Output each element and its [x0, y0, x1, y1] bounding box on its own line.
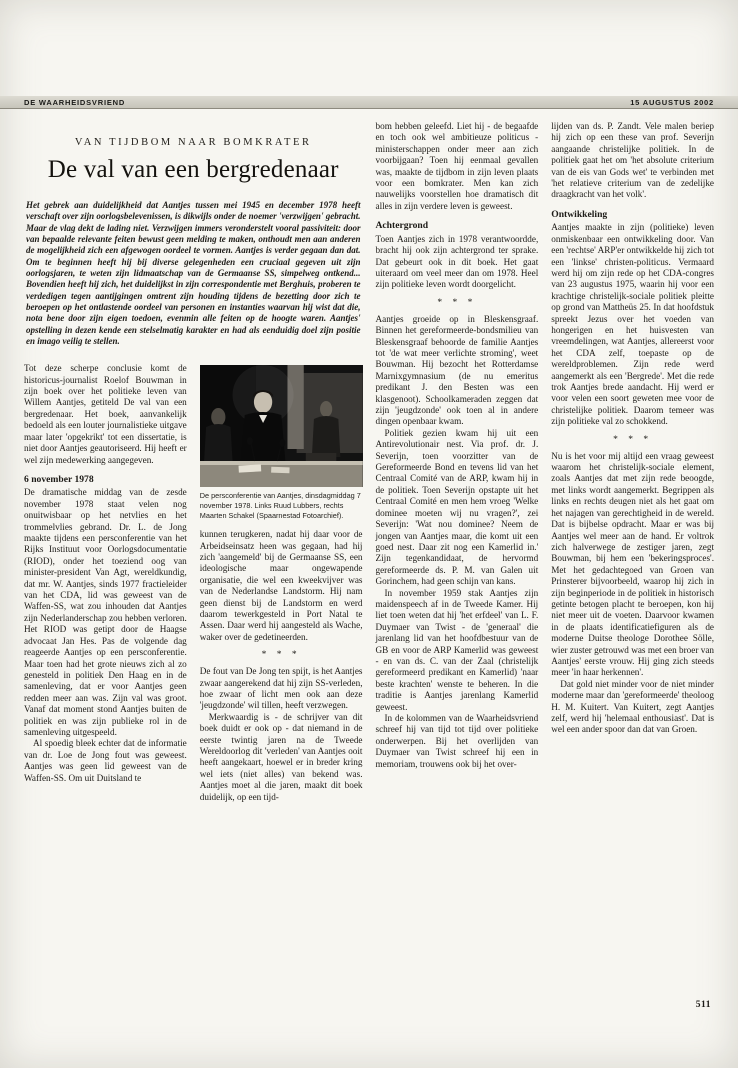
- masthead: [0, 96, 738, 109]
- column-4: [551, 121, 714, 803]
- column-2: [200, 363, 363, 803]
- paragraph: bom hebben geleefd. Liet hij - de begaafde en toch ook wel ambitieuze politicus - ministerschappen onder meer aan zich voorbijgaan? Toen hij eenmaal gevallen was, maakte de tijdbom in zijn leven plaats voor een bomkrater. Men kan zich nauwelijks voorstellen hoe dramatisch dit alles in zijn verdere leven is geweest.: [375, 121, 539, 211]
- column-1: [24, 363, 187, 803]
- star-separator: * * *: [437, 297, 477, 308]
- photo-figure: [200, 365, 363, 520]
- section-heading: 6 november 1978: [24, 473, 94, 485]
- paragraph: lijden van ds. P. Zandt. Vele malen beriep hij zich op een these van prof. Severijn aangaande christelijke politiek. In de politiek gaat het om 'het absolute criterium van de eis van Gods wet' te verbinden met 'het relatieve criterium van de zedelijke draagkracht van het volk'.: [551, 121, 714, 200]
- paragraph: Tot deze scherpe conclusie komt de historicus-journalist Roelof Bouwman in zijn boek over het politieke leven van Willem Aantjes, getiteld De val van een bergredenaar. Het boek, aanvankelijk bedoeld als een louter journalistieke uitgave maar later 'opgekrikt' tot een dissertatie, is niet door Aantjes geautoriseerd. Hij heeft er wel zijn medewerking aangegeven.: [24, 363, 187, 465]
- paragraph: De fout van De Jong ten spijt, is het Aantjes zwaar aangerekend dat hij zijn SS-verleden, hoe zwaar of licht men ook aan deze 'jeugdzonde' wil tillen, heeft verzwegen.: [199, 666, 363, 711]
- article: [24, 121, 714, 803]
- photo-caption: De persconferentie van Aantjes, dinsdagmiddag 7 november 1978. Links Ruud Lubbers, rechts Maarten Schakel (Spaarnestad Fotoarchief).: [199, 491, 361, 520]
- press-conference-photo: [200, 365, 363, 487]
- paragraph: Aantjes groeide op in Bleskensgraaf. Binnen het gereformeerde-bondsmilieu van Bleskensgraaf behoorde de familie Aantjes tot 'de wat meer verlichte stroming', weet Bouwman. Hij bezocht het Rotterdamse Marnixgymnasium (de nu emeritus predikant J. den Besten was een klasgenoot). Schoolkameraden zeggen dat zijn 'jeugdzonde' ook toen al in andere dingen openbaar kwam.: [375, 313, 539, 427]
- star-separator: * * *: [613, 434, 653, 445]
- article-intro: Het gebrek aan duidelijkheid dat Aantjes tussen mei 1945 en december 1978 heeft verschaft over zijn oorlogsbelevenissen, is dikwijls onder de noemer 'verzwijgen' gebracht. Maar de vlag dekt de lading niet. Verzwijgen immers veronderstelt vooral passiviteit: door van bepaalde relevante feiten bewust geen melding te maken, onthoudt men aan anderen de mogelijkheid zich een afgewogen oordeel te vormen. Aantjes is verder gegaan dan dat. Om te beginnen heeft hij bij diverse gelegenheden een cruciaal gegeven uit zijn oorlogsjaren, te weten zijn lidmaatschap van de Germaanse SS, simpelweg ontkend... Bovendien heeft hij zich, het duidelijkst in zijn correspondentie met Berghuis, proberen te verdedigen tegen aantijgingen omtrent zijn houding tijdens de bezetting door zich te beroepen op het ontlastende oordeel van personen en instanties waarvan hij wist dat die, nota bene door zijn eigen toedoen, evenmin alle feiten op de hoogte waren. Aantjes' opstelling in dezen kende een stelselmatig karakter en had als eenduidig doel zijn positie en imago veilig te stellen.: [26, 200, 361, 346]
- article-header: [24, 121, 363, 363]
- paragraph: In november 1959 stak Aantjes zijn maidenspeech af in de Tweede Kamer. Hij liet toen weten dat hij 'het erfdeel' van L. F. Duymaer van Twist - de 'generaal' die jarenlang lid van het hoofdbestuur van de GB en voor de ARP Kamerlid was geweest - en van ds. C. van der Zaal (christelijk gereformeerd predikant en Kamerlid) 'naar beste krachten' wenste te beheren. In die traditie is Aantjes jarenlang Kamerlid geweest.: [375, 587, 539, 712]
- paragraph: De dramatische middag van de zesde november 1978 staat velen nog onuitwisbaar op het netvlies en het trommelvlies gebrand. Dr. L. de Jong maakte tijdens een persconferentie van het Rijks Instituut voor Oorlogsdocumentatie (RIOD), onder het toeziend oog van minister-president Van Agt, wereldkundig, dat mr. W. Aantjes, sinds 1977 fractieleider van het CDA, lid was geweest van de Waffen-SS, wat zou inhouden dat Aantjes zijn Nederlanderschap zou hebben verloren. Het RIOD was getipt door de Haagse advocaat Jan Hes. Pas de volgende dag reageerde Aantjes op een persconferentie. Maar toen had het grote nieuws zich al zo genesteld in politiek Den Haag en in de samenleving, dat er voor Aantjes geen redden meer aan was. Zijn val was groot. Vanaf dat moment stond Aantjes buiten de politiek en was zijn publieke rol in de samenleving uitgespeeld.: [24, 487, 187, 737]
- paragraph: Aantjes maakte in zijn (politieke) leven onmiskenbaar een ontwikkeling door. Van een 'rechtse' ARP'er ontwikkelde hij zich tot een 'linkse' christen-politicus. Vermaard werd hij om zijn rede op het CDA-congres van 23 augustus 1975, waarin hij voor een krachtige christelijk-sociale politiek pleitte op grond van Mattheüs 25. In dat hoofdstuk spreekt Jezus over het voeden van hongerigen en het huisvesten van vreemdelingen, wat Aantjes, allereerst voor het CDA zelf, toepaste op de wereldproblemen. Zijn rede werd aangemerkt als een 'Bergrede'. Met die rede trok Aantjes brede aandacht. Hij werd er voor velen een soort geweten mee voor de christelijke politiek. Daarom temeer was zijn politieke val zo schokkend.: [551, 222, 714, 427]
- paragraph: Nu is het voor mij altijd een vraag geweest waarom het christelijk-sociale element, zoals Aantjes dat met zijn rede beoogde, met links wordt aangemerkt. Begrippen als links en rechts deugen niet als het gaat om het najagen van gerechtigheid in de wereld. Dat is bijbelse opdracht. Maar er was bij Aantjes wel meer aan de hand. Er voltrok zich halverwege de zestiger jaren, zegt Bouwman, bij hem een 'bekeringsproces'. Met het gedachtegoed van Groen van Prinsterer bijvoorbeeld, waarop hij zich in zijn beginperiode in de politiek in historisch getinte betogen placht te beroepen, kon hij niet meer uit de voeten. Daarvoor kwamen in de plaats identificatiefiguren als de moderne Duitse theologe Dorothee Sölle, wier zuster getrouwd was met een broer van Aantjes' eerste vrouw. Hij ging zich steeds meer 'in haar herkennen'.: [551, 450, 714, 678]
- masthead-title: DE WAARHEIDSVRIEND: [24, 97, 126, 107]
- paragraph: Merkwaardig is - de schrijver van dit boek duidt er ook op - dat niemand in de eerste twintig jaren na de Tweede Wereldoorlog dit 'verleden' van Aantjes ooit heeft aangekaart, hoewel er in breder kring wel iets (niet alles) van bekend was. Aantjes moet al die jaren, maakt dit boek duidelijk, op een tijd-: [199, 711, 363, 802]
- paragraph: kunnen terugkeren, nadat hij daar voor de Arbeidseinsatz heen was gegaan, had hij zich 'aangemeld' bij de Germaanse SS, een ideologische maar ongewapende organisatie, die wel een kweekvijver was van de Nederlandse Landstorm. Hij nam geen dienst bij de Landstorm en werd daarom tewerkgesteld in Port Natal te Assen. Daar werd hij aangesteld als Wache, waker over de gedetineerden.: [199, 529, 363, 642]
- paragraph: In de kolommen van de Waarheidsvriend schreef hij van tijd tot tijd over politieke onderwerpen. Bij het overlijden van Duymaer van Twist schreef hij een in memoriam, trouwens ook bij het over-: [375, 713, 539, 769]
- paragraph: Politiek gezien kwam hij uit een Antirevolutionair nest. Via prof. dr. J. Severijn, toen voorzitter van de Gereformeerde Bond en tevens lid van het Centraal Comité van de ARP, kwam hij in de politiek. Toen Severijn opstapte uit het Centraal Comité en men hem vroeg 'Welke dominee moeten wij nu vragen?', zei Severijn: 'Wat nou dominee? Neem de jongen van Aantjes maar, die komt uit een goed nest. Daar zit nog een Kamerlid in.' Zijn tegenkandidaat, de hervormd gereformeerde ds. P. M. van Galen uit Gorinchem, had geen schijn van kans.: [375, 427, 539, 587]
- paragraph: Toen Aantjes zich in 1978 verantwoordde, bracht hij ook zijn achtergrond ter sprake. Dat gebeurt ook in dit boek. Het gaat uiteraard om veel meer dan om 1978. Heel zijn politieke leven wordt doorgelicht.: [375, 233, 539, 290]
- column-3: [376, 121, 539, 803]
- article-title: De val van een bergredenaar: [47, 156, 339, 183]
- article-kicker: VAN TIJDBOM NAAR BOMKRATER: [74, 137, 312, 148]
- masthead-date: 15 AUGUSTUS 2002: [630, 97, 714, 107]
- section-heading: Ontwikkeling: [551, 208, 608, 220]
- paragraph: Al spoedig bleek echter dat de informatie van dr. Loe de Jong fout was geweest. Aantjes was geen lid geweest van de Waffen-SS. Om uit Duitsland te: [24, 738, 187, 783]
- star-separator: * * *: [261, 650, 301, 661]
- page-number: 511: [695, 1000, 711, 1010]
- paragraph: Dat gold niet minder voor de niet minder moderne maar dan 'gereformeerde' theoloog H. M. Kuitert. Van Kuitert, zegt Aantjes zelf, werd hij 'helemaal enthousiast'. Dat is wel een ander spoor dan dat van Groen.: [551, 678, 714, 735]
- section-heading: Achtergrond: [375, 220, 429, 232]
